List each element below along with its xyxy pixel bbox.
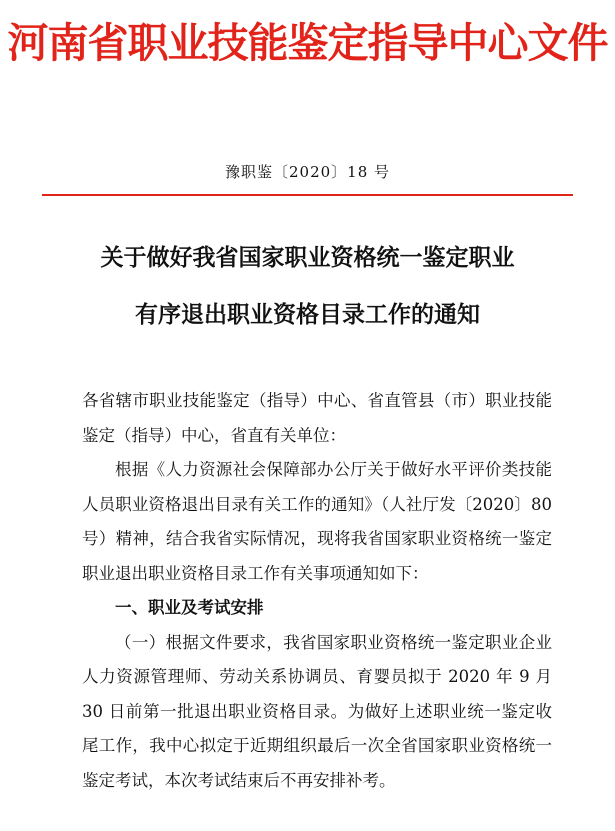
intro-paragraph: 根据《人力资源社会保障部办公厅关于做好水平评价类技能人员职业资格退出目录有关工作的通知》（人社厅发〔2020〕80 号）精神，结合我省实际情况，现将我省国家职业资格统一鉴定职业退出职业资格目录工作有关事项通知如下： <box>82 460 552 583</box>
document-body <box>82 384 552 798</box>
document-title-line-2: 有序退出职业资格目录工作的通知 <box>135 301 480 328</box>
document-title-line-1: 关于做好我省国家职业资格统一鉴定职业 <box>100 244 515 271</box>
red-divider-line <box>42 194 573 196</box>
section-1-heading: 一、职业及考试安排 <box>115 598 264 617</box>
section-1-paragraph-1: （一）根据文件要求，我省国家职业资格统一鉴定职业企业人力资源管理师、劳动关系协调员、育婴员拟于 2020 年 9 月 30 日前第一批退出职业资格目录。为做好上述职业统一鉴定收尾工作，我中心拟定于近期组织最后一次全省国家职业资格统一鉴定考试，本次考试结束后不再安排补考。 <box>82 632 552 790</box>
salutation: 各省辖市职业技能鉴定（指导）中心、省直管县（市）职业技能鉴定（指导）中心，省直有关单位： <box>82 391 552 445</box>
issuer-masthead: 河南省职业技能鉴定指导中心文件 <box>7 19 608 67</box>
document-number: 豫职鉴〔2020〕18 号 <box>224 163 391 181</box>
